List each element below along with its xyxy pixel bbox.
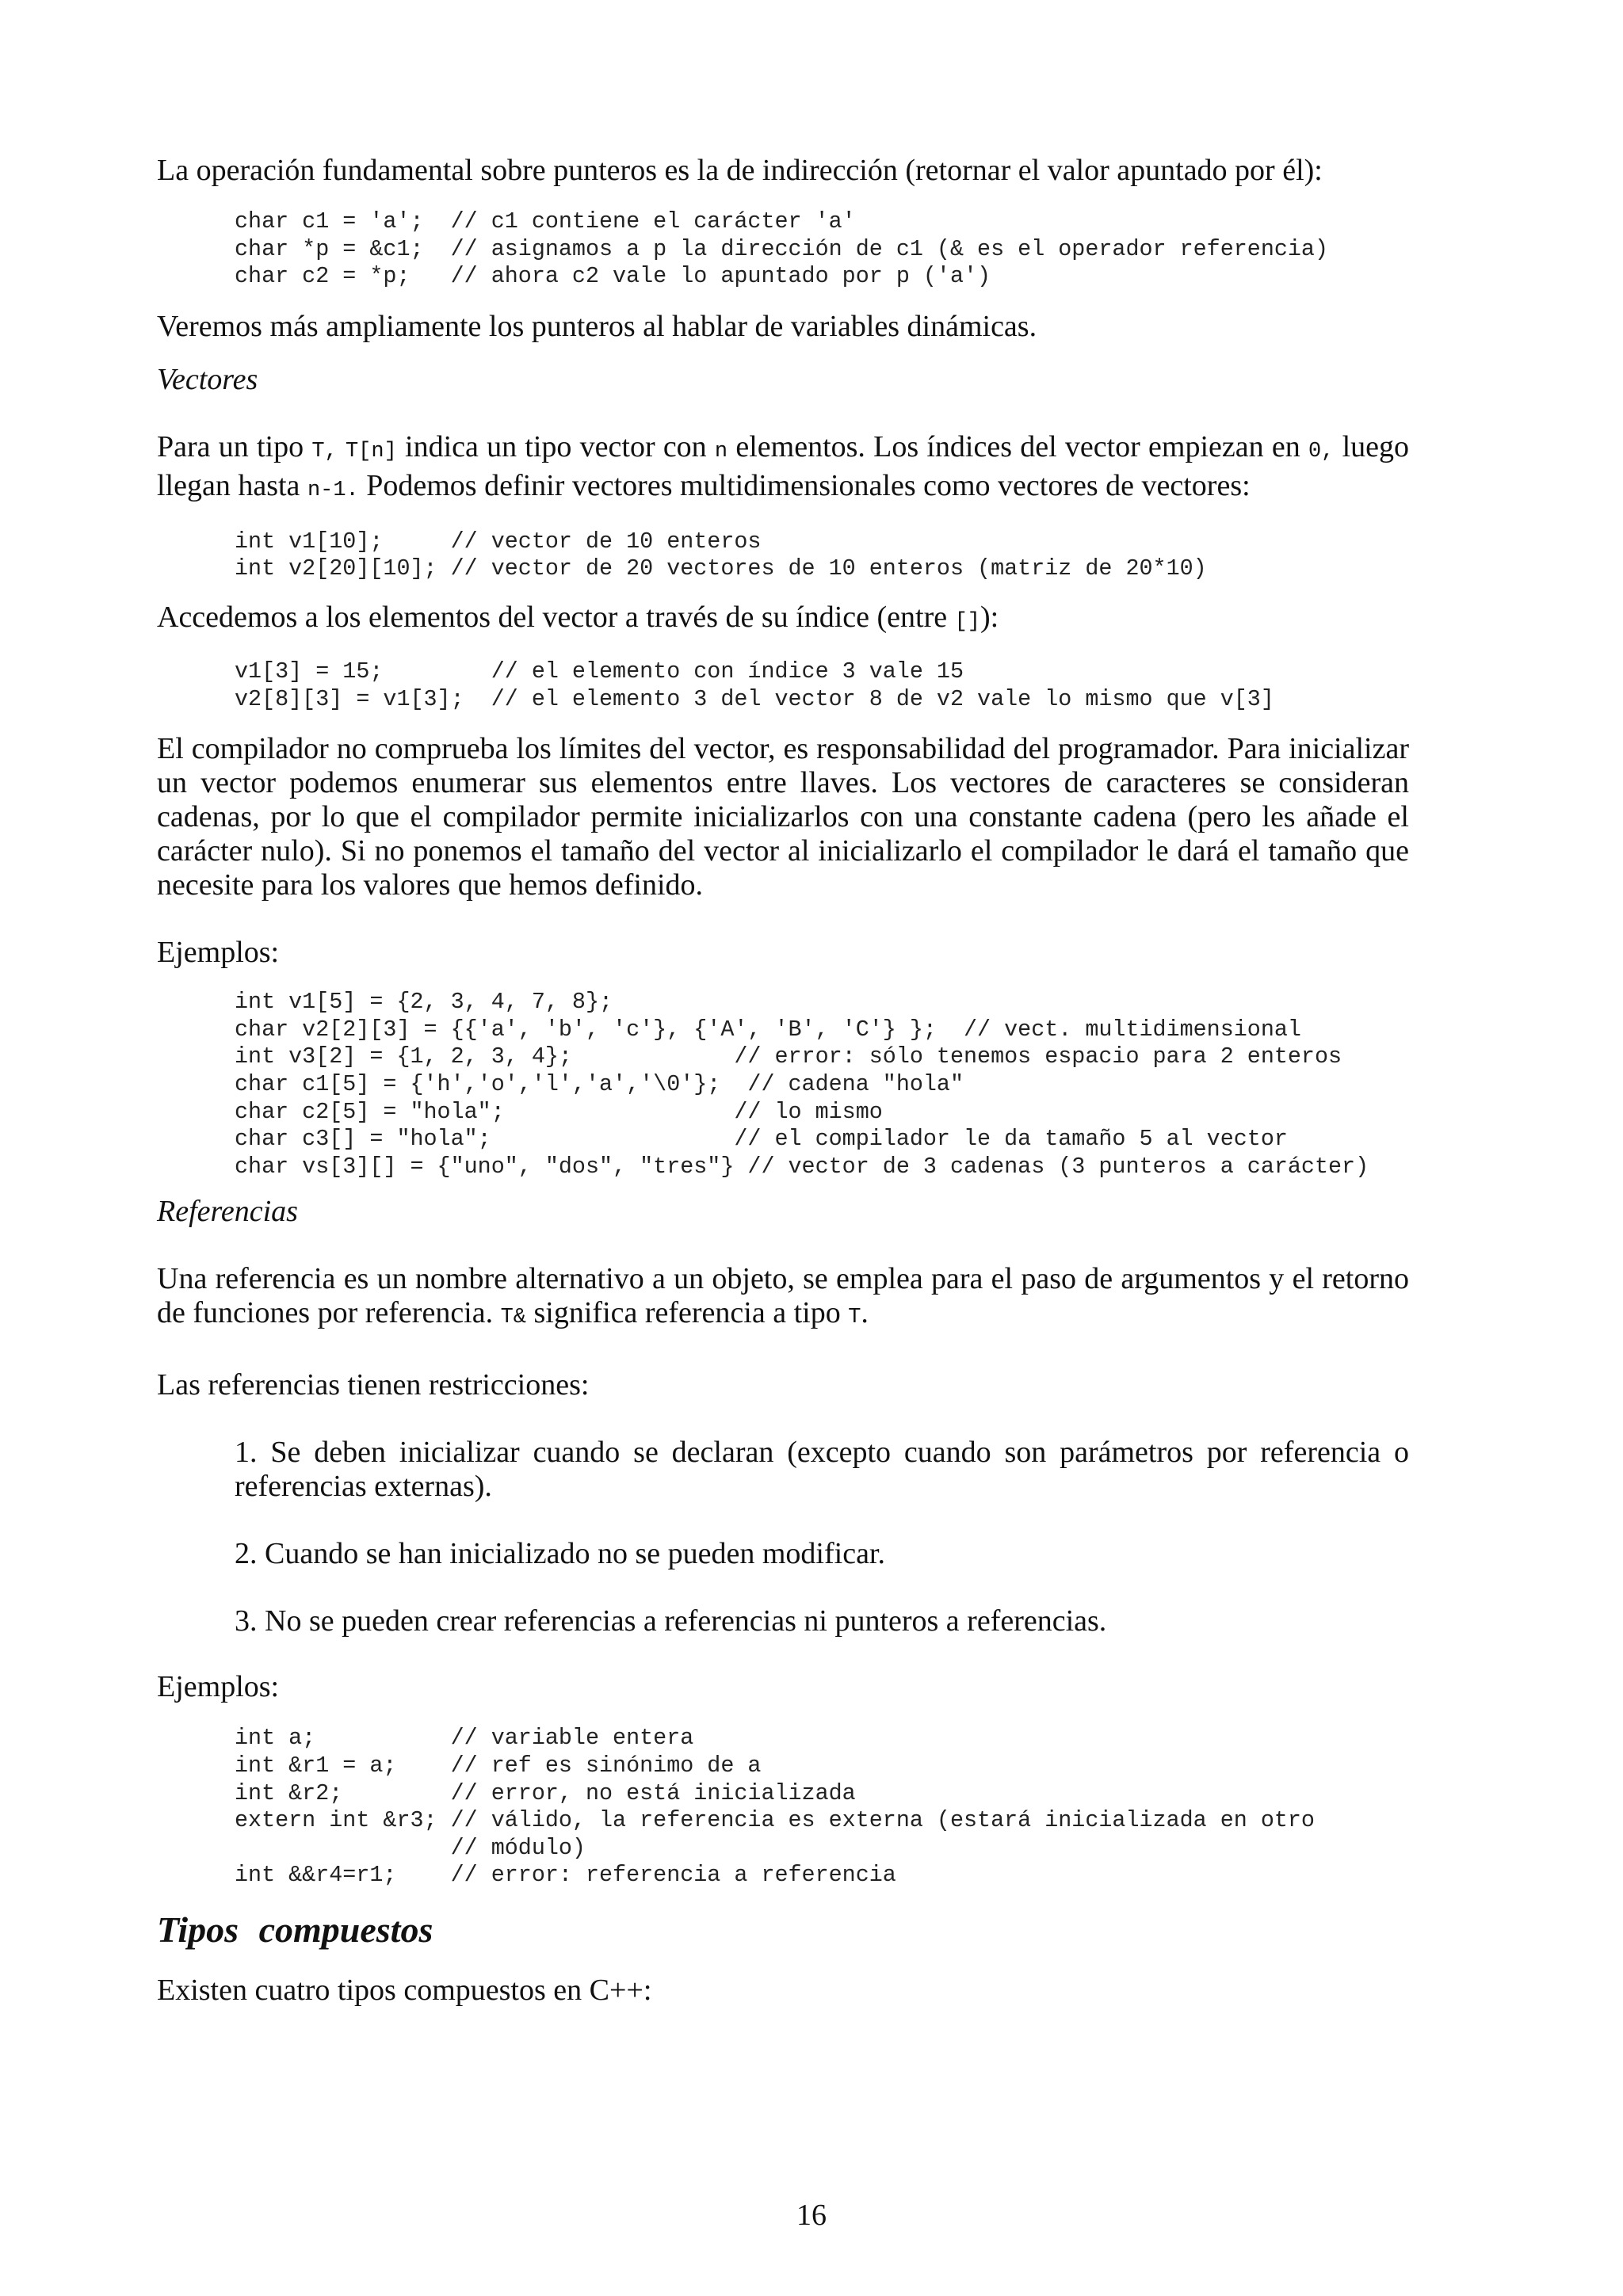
paragraph-vector-access: [157, 601, 1409, 639]
text-fragment: luego llegan hasta: [157, 429, 1410, 502]
text-fragment: Una referencia es un nombre alternativo a un objeto, se emplea para el paso de argumentos y el retorno de funciones por referencia.: [157, 1262, 1409, 1330]
paragraph-compound-types: Existen cuatro tipos compuestos en C++:: [157, 1973, 652, 2007]
list-item: 1. Se deben inicializar cuando se declaran (excepto cuando son parámetros por referencia o referencias externas).: [235, 1436, 1409, 1504]
code-inline: T&: [500, 1306, 527, 1330]
code-block-indirection: char c1 = 'a'; // c1 contiene el carácter 'a' char *p = &c1; // asignamos a p la dirección de c1 (& es el operador referencia) char c2 = *p; // ahora c2 vale lo apuntado por p ('a'): [235, 208, 1329, 290]
text-fragment: Accedemos a los elementos del vector a través de su índice (entre: [157, 600, 955, 634]
code-inline: T[n]: [345, 439, 397, 463]
text-fragment: indica un tipo vector con: [396, 429, 715, 463]
label-ejemplos-vectores: Ejemplos:: [157, 936, 280, 970]
code-block-vector-declaration: int v1[10]; // vector de 10 enteros int v2[20][10]; // vector de 20 vectores de 10 enteros (matriz de 20*10): [235, 528, 1207, 582]
text-fragment: elementos. Los índices del vector empiezan en: [727, 429, 1308, 463]
page-number: 16: [796, 2199, 827, 2232]
paragraph-compiler-bounds: El compilador no comprueba los límites del vector, es responsabilidad del programador. Para inicializar un vector podemos enumerar sus elementos entre llaves. Los vectores de caracteres se consideran cadenas, por lo que el compilador permite inicializarlos con una constante cadena (pero les añade el carácter nulo). Si no ponemos el tamaño del vector al inicializarlo el compilador le dará el tamaño que necesite para los valores que hemos definido.: [157, 732, 1409, 902]
subheading-referencias: Referencias: [157, 1195, 298, 1229]
label-ejemplos-referencias: Ejemplos:: [157, 1670, 280, 1704]
text-fragment: ):: [980, 600, 999, 634]
code-inline: n-1.: [307, 478, 359, 502]
code-inline: n: [714, 439, 728, 463]
text-fragment: Para un tipo: [157, 429, 312, 463]
subheading-vectores: Vectores: [157, 362, 258, 396]
code-inline: 0,: [1308, 439, 1335, 463]
list-item: 2. Cuando se han inicializado no se pueden modificar.: [235, 1537, 885, 1571]
text-fragment: significa referencia a tipo: [526, 1296, 849, 1330]
text-fragment: .: [861, 1296, 869, 1330]
document-page: [157, 135, 1409, 2008]
code-block-reference-examples: int a; // variable entera int &r1 = a; // ref es sinónimo de a int &r2; // error, no está inicializada extern int &r3; // válido, la referencia es externa (estará inicializada en otro // módulo) int &&r4=r1; // error: referencia a referencia: [235, 1725, 1315, 1889]
code-block-vector-access: v1[3] = 15; // el elemento con índice 3 vale 15 v2[8][3] = v1[3]; // el elemento 3 del vector 8 de v2 vale lo mismo que v[3]: [235, 658, 1274, 712]
list-item: 3. No se pueden crear referencias a referencias ni punteros a referencias.: [235, 1604, 1107, 1638]
text-fragment: Podemos definir vectores multidimensionales como vectores de vectores:: [358, 468, 1251, 502]
paragraph-reference-restrictions: Las referencias tienen restricciones:: [157, 1368, 590, 1402]
paragraph-reference-definition: [157, 1262, 1409, 1335]
section-heading-tipos-compuestos: Tipos compuestos: [157, 1909, 433, 1950]
text-fragment: [338, 430, 346, 463]
paragraph-vector-types: [157, 430, 1409, 508]
code-inline: T: [848, 1306, 861, 1330]
intro-paragraph: La operación fundamental sobre punteros es la de indirección (retornar el valor apuntado por él):: [157, 154, 1323, 187]
paragraph-dynamic-variables: Veremos más ampliamente los punteros al hablar de variables dinámicas.: [157, 309, 1037, 343]
code-inline: []: [954, 609, 980, 634]
code-inline: T,: [311, 439, 338, 463]
code-block-vector-examples: int v1[5] = {2, 3, 4, 7, 8}; char v2[2][3] = {{'a', 'b', 'c'}, {'A', 'B', 'C'} }; // vect. multidimensional int v3[2] = {1, 2, 3, 4}; // error: sólo tenemos espacio para 2 enteros char c1[5] = {'h','o','l','a','\0'}; // cadena "hola" char c2[5] = "hola"; // lo mismo char c3[] = "hola"; // el compilador le da tamaño 5 al vector char vs[3][] = {"uno", "dos", "tres"} // vector de 3 cadenas (3 punteros a carácter): [235, 989, 1369, 1180]
